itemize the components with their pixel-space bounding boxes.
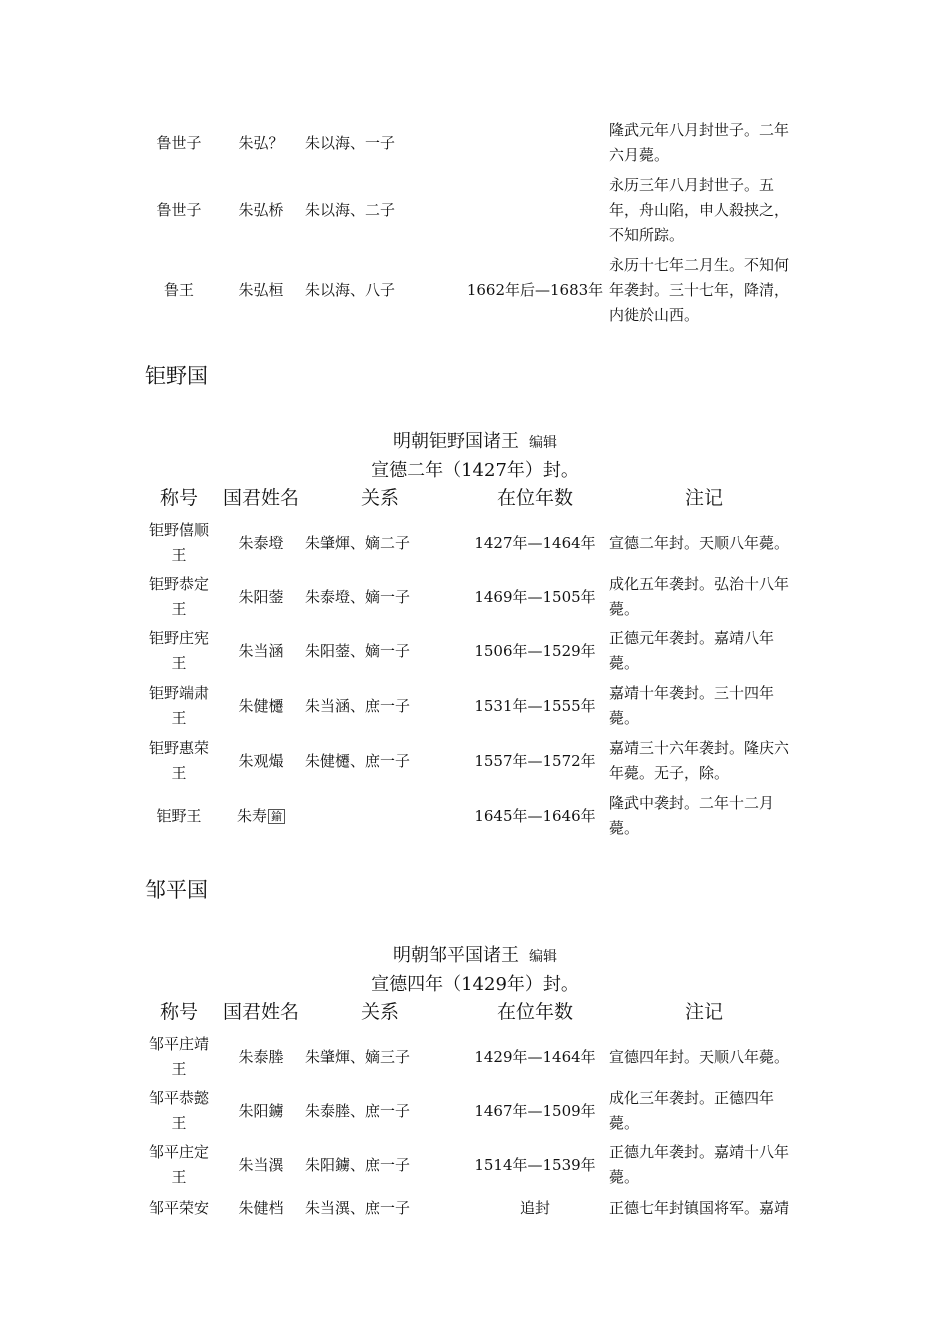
relation-cell: 朱泰墱、嫡一子 <box>305 587 411 606</box>
title-cell: 钜野端肃 王 <box>148 684 209 727</box>
notes-cell: 永历三年八月封世子。五年，舟山陷，申人殺挟之，不知所踪。 <box>609 176 790 244</box>
section-heading: 邹平国 <box>145 878 208 902</box>
title-cell: 钜野恭定 王 <box>148 575 209 618</box>
relation-cell: 朱肇煇、嫡三子 <box>305 1047 411 1066</box>
relation-cell <box>305 790 455 842</box>
notes-cell: 嘉靖十年袭封。三十四年薨。 <box>609 684 775 727</box>
header-title: 称号 <box>159 1000 198 1023</box>
title-cell: 邹平荣安 <box>148 1198 209 1217</box>
relation-cell: 朱当潩、庶一子 <box>305 1198 411 1217</box>
table-row <box>0 680 950 732</box>
table-row <box>0 252 950 329</box>
title-cell: 鲁世子 <box>156 201 202 219</box>
header-relation: 关系 <box>360 1000 399 1023</box>
title-cell: 钜野庄宪 王 <box>148 629 209 672</box>
title-cell: 邹平恭懿 王 <box>148 1089 209 1132</box>
section-heading: 钜野国 <box>145 364 208 388</box>
title-cell: 钜野惠荣 王 <box>148 739 209 782</box>
notes-cell: 成化五年袭封。弘治十八年薨。 <box>609 575 790 618</box>
reign-cell <box>462 117 608 169</box>
relation-cell: 朱当涵、庶一子 <box>305 696 411 715</box>
table-row <box>0 517 950 569</box>
table-title-text: 明朝钜野国诸王 <box>393 431 519 452</box>
table-title <box>0 427 950 453</box>
relation-cell: 朱阳鐪、庶一子 <box>305 1155 411 1174</box>
relation-cell: 朱以海、二子 <box>305 201 396 219</box>
name-cell: 朱弘桓 <box>238 281 284 299</box>
reign-cell: 追封 <box>519 1198 550 1217</box>
table-row <box>0 625 950 677</box>
relation-cell: 朱以海、八子 <box>305 281 396 299</box>
header-title: 称号 <box>159 486 198 509</box>
notes-cell: 嘉靖三十六年袭封。隆庆六年薨。无子，除。 <box>609 739 790 782</box>
notes-cell: 宣德四年封。天顺八年薨。 <box>609 1047 790 1066</box>
table-header-row <box>0 483 950 513</box>
notes-cell: 成化三年袭封。正德四年薨。 <box>609 1089 775 1132</box>
table-row <box>0 735 950 787</box>
header-reign: 在位年数 <box>496 1000 573 1023</box>
relation-cell: 朱健櫏、庶一子 <box>305 751 411 770</box>
title-cell: 钜野王 <box>156 806 202 825</box>
table-header-row <box>0 997 950 1027</box>
reign-cell: 1429年—1464年 <box>474 1047 596 1066</box>
table-row <box>0 172 950 249</box>
name-cell: 朱泰墱 <box>238 533 284 552</box>
title-cell: 邹平庄定 王 <box>148 1143 209 1186</box>
relation-cell: 朱泰塍、庶一子 <box>305 1101 411 1120</box>
name-cell: 朱阳鐪 <box>238 1101 284 1120</box>
header-name: 国君姓名 <box>222 486 299 509</box>
notes-cell: 正德九年袭封。嘉靖十八年薨。 <box>609 1143 790 1186</box>
reign-cell: 1531年—1555年 <box>474 696 596 715</box>
name-cell: 朱阳蓥 <box>238 587 284 606</box>
edit-link[interactable]: 编辑 <box>529 435 557 451</box>
notes-cell: 宣德二年封。天顺八年薨。 <box>609 533 790 552</box>
table-row <box>0 1194 950 1222</box>
title-cell: 邹平庄靖 王 <box>148 1035 209 1078</box>
header-name: 国君姓名 <box>222 1000 299 1023</box>
relation-cell: 朱肇煇、嫡二子 <box>305 533 411 552</box>
name-cell: 朱弘？ <box>238 133 284 152</box>
header-notes: 注记 <box>684 1000 723 1023</box>
table-row <box>0 117 950 169</box>
name-cell: 朱健档 <box>238 1198 284 1217</box>
table-title <box>0 941 950 967</box>
name-cell: 朱弘桥 <box>238 201 284 219</box>
reign-cell: 1645年—1646年 <box>474 806 596 825</box>
title-cell: 鲁世子 <box>156 133 202 152</box>
reign-cell <box>462 172 608 249</box>
reign-cell: 1506年—1529年 <box>474 641 596 660</box>
name-cell: 朱当涵 <box>238 641 284 660</box>
relation-cell: 朱阳蓥、嫡一子 <box>305 641 411 660</box>
name-cell: 朱健櫏 <box>238 696 284 715</box>
name-cell: 朱寿 鍮 <box>226 790 296 842</box>
header-relation: 关系 <box>360 486 399 509</box>
notes-cell: 隆武元年八月封世子。二年六月薨。 <box>609 121 790 164</box>
missing-glyph-icon: 鍮 <box>268 809 285 824</box>
notes-cell: 正德元年袭封。嘉靖八年薨。 <box>609 629 775 672</box>
table-row <box>0 571 950 623</box>
title-cell: 鲁王 <box>163 281 194 299</box>
name-cell: 朱当潩 <box>238 1155 284 1174</box>
notes-cell: 永历十七年二月生。不知何年袭封。三十七年，降清，内徙於山西。 <box>609 256 790 324</box>
table-subtitle: 宣德二年（1427年）封。 <box>371 460 579 481</box>
table-row <box>0 1031 950 1083</box>
reign-cell: 1427年—1464年 <box>474 533 596 552</box>
reign-cell: 1469年—1505年 <box>474 587 596 606</box>
edit-link[interactable]: 编辑 <box>529 949 557 965</box>
header-notes: 注记 <box>684 486 723 509</box>
table-subtitle: 宣德四年（1429年）封。 <box>371 974 579 995</box>
table-row <box>0 1085 950 1137</box>
relation-cell: 朱以海、一子 <box>305 133 396 152</box>
header-reign: 在位年数 <box>496 486 573 509</box>
notes-cell: 正德七年封镇国将军。嘉靖 <box>609 1198 790 1217</box>
name-cell: 朱观熶 <box>238 751 284 770</box>
table-title-text: 明朝邹平国诸王 <box>393 945 519 966</box>
reign-cell: 1662年后—1683年 <box>466 281 604 299</box>
reign-cell: 1557年—1572年 <box>474 751 596 770</box>
reign-cell: 1467年—1509年 <box>474 1101 596 1120</box>
title-cell: 钜野僖顺 王 <box>148 521 209 564</box>
table-row <box>0 1139 950 1191</box>
notes-cell: 隆武中袭封。二年十二月薨。 <box>609 794 775 837</box>
name-cell: 朱泰塍 <box>238 1047 284 1066</box>
reign-cell: 1514年—1539年 <box>474 1155 596 1174</box>
table-row <box>0 790 950 842</box>
